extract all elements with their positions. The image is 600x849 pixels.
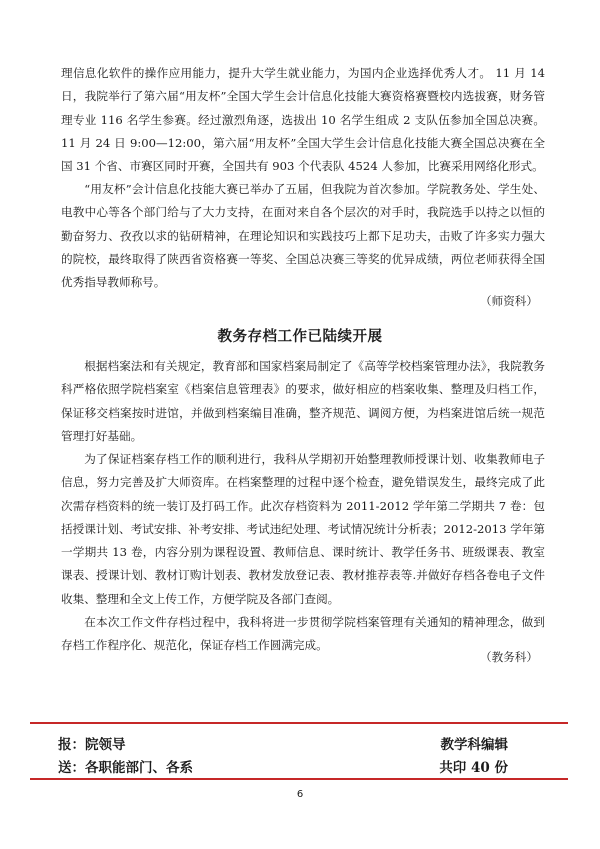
article1-paragraph2: “用友杯”会计信息化技能大赛已举办了五届，但我院为首次参加。学院教务处、学生处、电教中心等各个部门给与了大力支持，在面对来自各个层次的对手时，我院选手以持之以恒的勤奋努力、孜孜以求的钻研精神，在理论知识和实践技巧上都下足功夫，击败了许多实力强大的院校，最终取得了陕西省资格赛一等奖、全国总决赛三等奖的优异成绩，两位老师获得全国优秀指导教师称号。	[61, 182, 545, 290]
footer-editor: 教学科编辑	[440, 737, 508, 753]
article2-paragraph2: 为了保证档案存档工作的顺利进行，我科从学期初开始整理教师授课计划、收集教师电子信息，努力完善及扩大师资库。在档案整理的过程中逐个检查，避免错误发生，最终完成了此次需存档资料的统一装订及打码工作。此次存档资料为 2011-2012 学年第二学期共 7 卷：包括授课计划、考试安排、补考安排、考试违纪处理、考试情况统计分析表；2012-2013 学年第一学期共 13 卷，内容分别为课程设置、教师信息、课时统计、教学任务书、班级课表、教室课表、授课计划、教材订购计划表、教材发放登记表、教材推荐表等.并做好存档各卷电子文件收集、整理和全文上传工作，方便学院及各部门查阅。	[61, 452, 545, 606]
footer-top-rule	[30, 722, 568, 724]
article2-signature: （教务科）	[480, 650, 538, 664]
article2-paragraph3: 在本次工作文件存档过程中，我科将进一步贯彻学院档案管理有关通知的精神理念，做到存档工作程序化、规范化，保证存档工作圆满完成。	[61, 615, 545, 653]
article2-title: 教务存档工作已陆续开展	[217, 328, 383, 345]
footer-bottom-rule	[30, 778, 568, 780]
page-number: 6	[296, 789, 304, 800]
footer-copies: 共印 40 份	[439, 760, 508, 776]
article1-paragraph1: 理信息化软件的操作应用能力，提升大学生就业能力，为国内企业选择优秀人才。 11 月 14 日，我院举行了第六届“用友杯”全国大学生会计信息化技能大赛资格赛暨校内选拔赛，财务管理专业 116 名学生参赛。经过激烈角逐，选拔出 10 名学生组成 2 支队伍参加全国总决赛。11 月 24 日 9:00—12:00，第六届“用友杯”全国大学生会计信息化技能大赛全国总决赛在全国 31 个省、市赛区同时开赛，全国共有 903 个代表队 4524 人参加，比赛采用网络化形式。	[61, 66, 545, 174]
article1-signature: （师资科）	[480, 294, 538, 308]
article2-paragraph1: 根据档案法和有关规定，教育部和国家档案局制定了《高等学校档案管理办法》，我院教务科严格依照学院档案室《档案信息管理表》的要求，做好相应的档案收集、整理及归档工作，保证移交档案按时进馆，并做到档案编目准确，整齐规范、调阅方便，为档案进馆后统一规范管理打好基础。	[61, 359, 545, 443]
footer-send-to: 送：各职能部门、各系	[58, 760, 193, 776]
footer-report-to: 报：院领导	[58, 737, 126, 753]
